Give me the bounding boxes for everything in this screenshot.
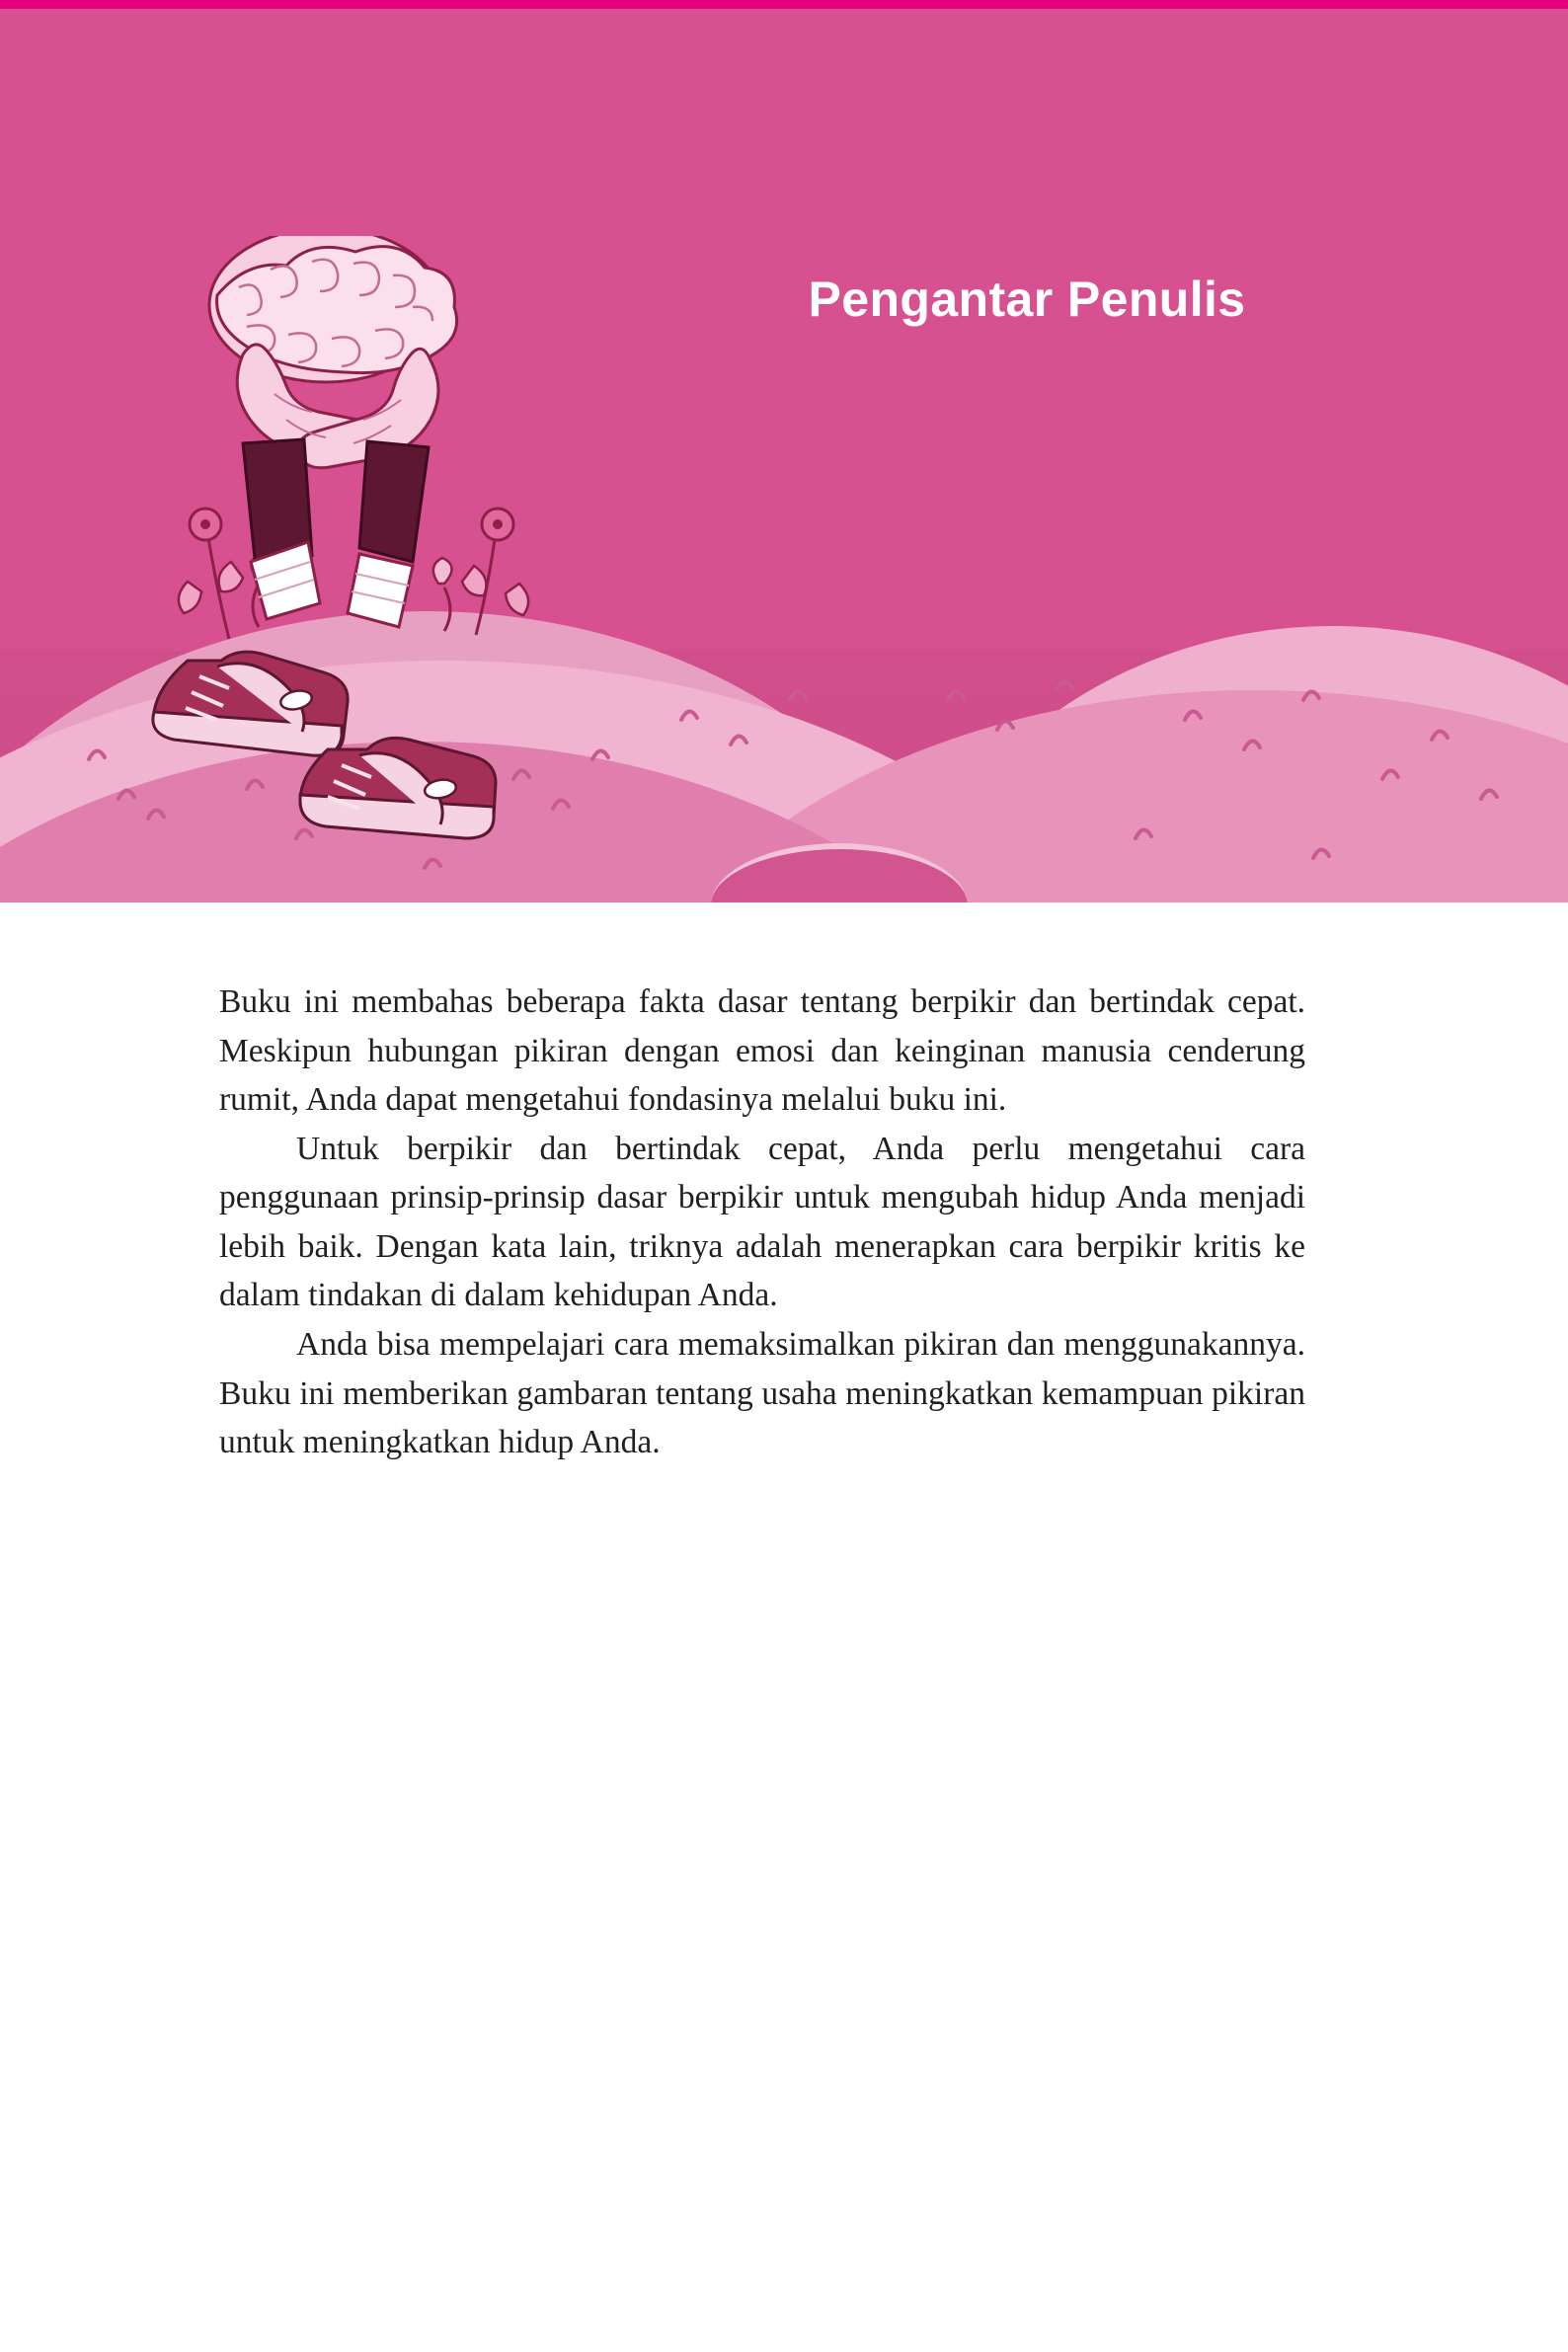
page-title: Pengantar Penulis	[808, 272, 1246, 327]
text-column	[219, 978, 1305, 1467]
paragraph-1: Buku ini membahas beberapa fakta dasar tentang berpikir dan bertindak cepat. Meskipun hubungan pikiran dengan emosi dan keinginan manusia cenderung rumit, Anda dapat mengetahui fondasinya melalui buku ini.	[219, 983, 1305, 1119]
hero-illustration-banner	[0, 9, 1568, 902]
right-sneaker-icon	[300, 738, 496, 838]
page-body	[0, 902, 1568, 2352]
right-leg	[348, 441, 429, 627]
paragraph-3: Anda bisa mempelajari cara memaksimalkan pikiran dan menggunakannya. Buku ini memberikan gambaran tentang usaha meningkatkan kemampuan pikiran untuk meningkatkan hidup Anda.	[219, 1326, 1305, 1461]
paragraph-2: Untuk berpikir dan bertindak cepat, Anda perlu mengetahui cara penggunaan prinsip-prinsip dasar berpikir untuk mengubah hidup Anda menjadi lebih baik. Dengan kata lain, triknya adalah menerapkan cara berpikir kritis ke dalam tindakan di dalam kehidupan Anda.	[219, 1130, 1305, 1314]
legs-holding-brain-illustration	[148, 236, 662, 902]
top-accent-bar	[0, 0, 1568, 9]
left-sneaker-icon	[153, 652, 348, 755]
flowers-right-icon	[433, 509, 528, 635]
